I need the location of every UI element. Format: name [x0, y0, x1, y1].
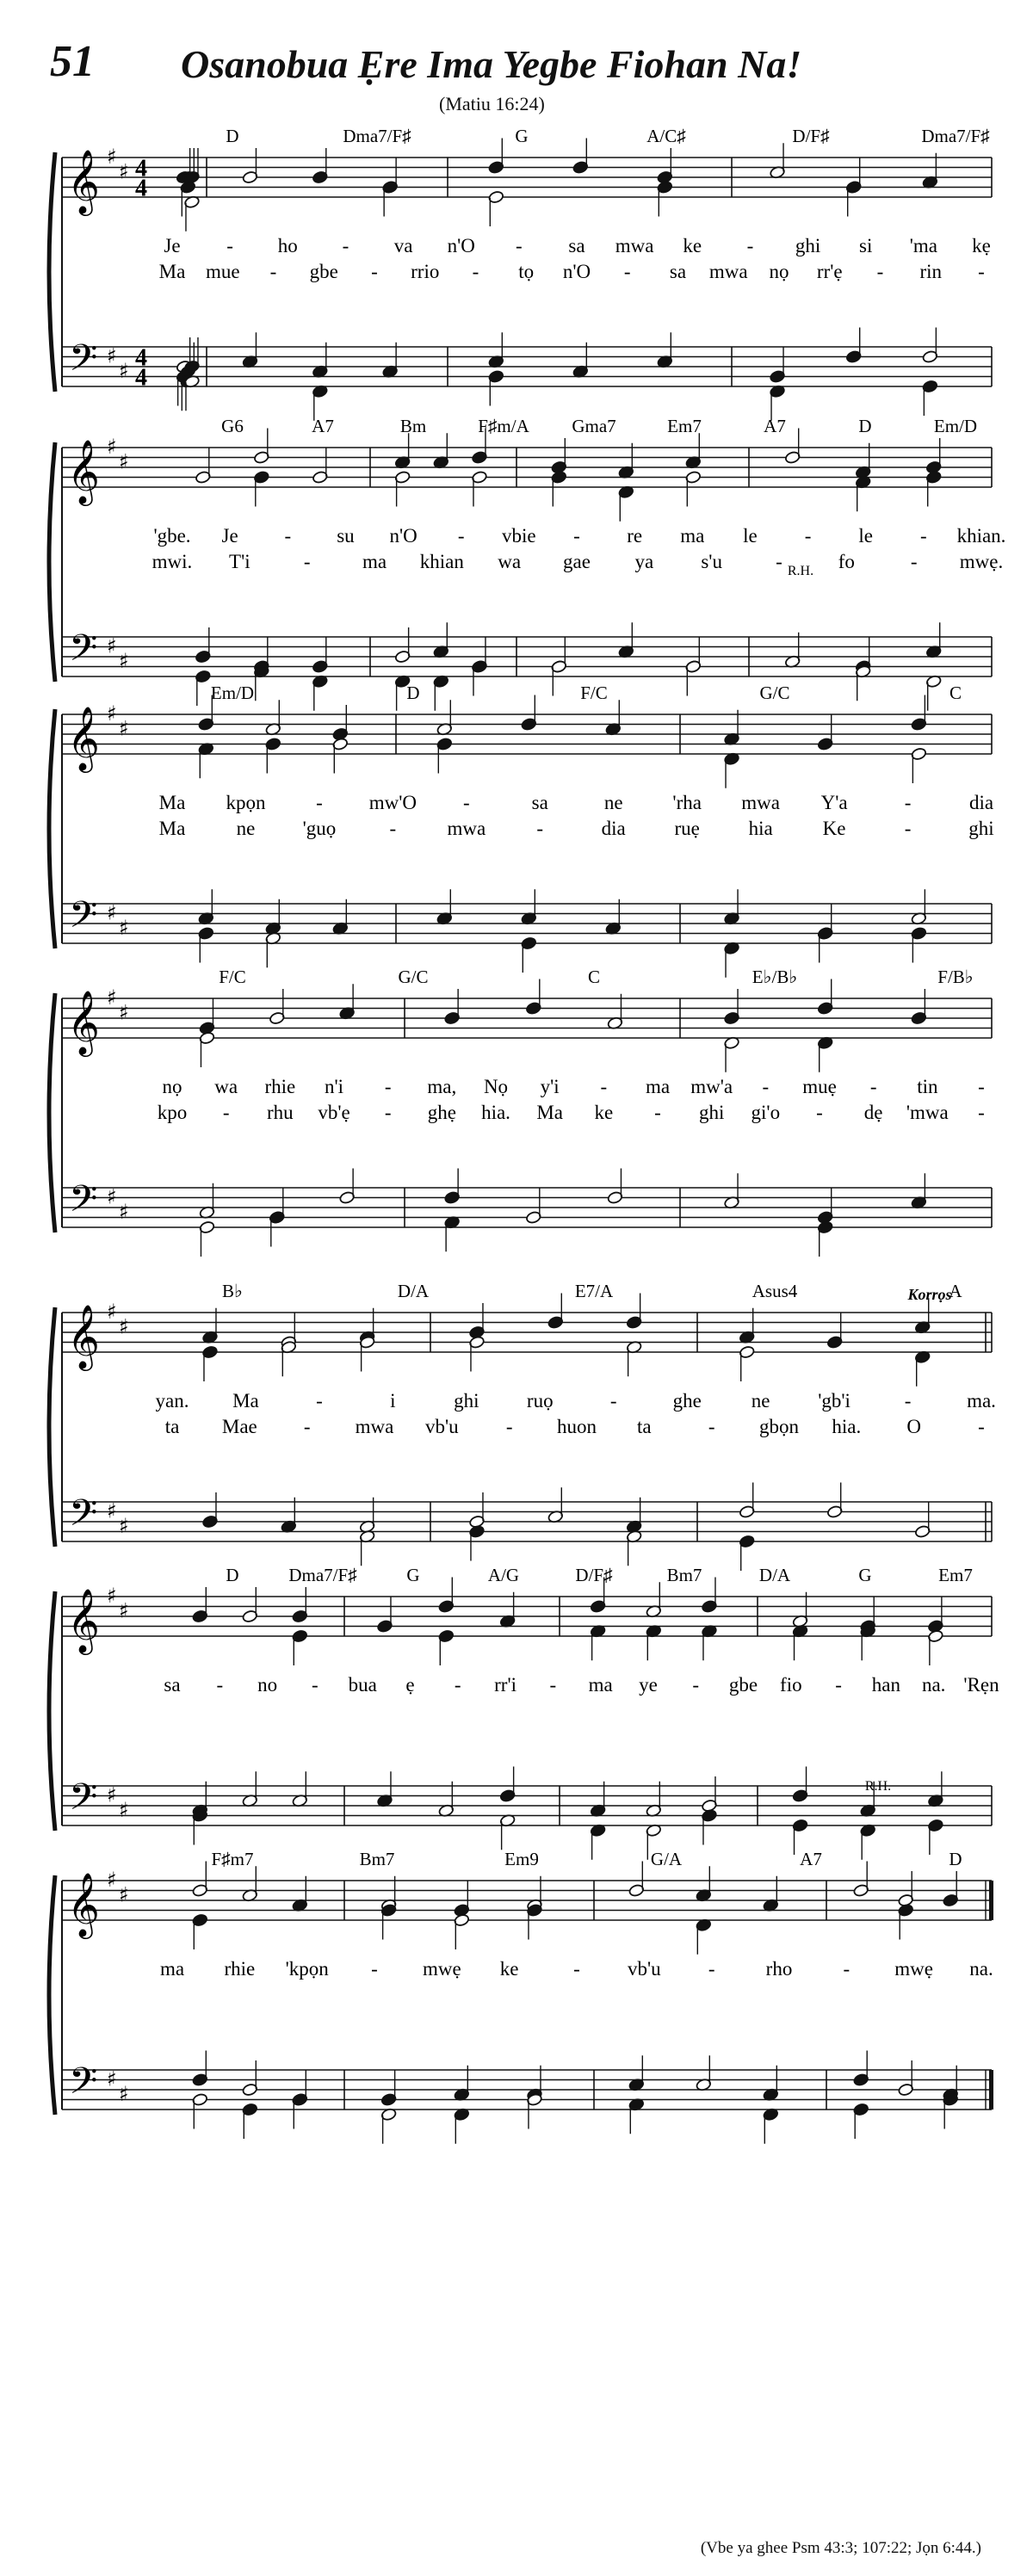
- lyric-syllable: mwa: [708, 261, 748, 282]
- chord-symbol: C: [587, 967, 601, 987]
- lyric-syllable: vb'u: [425, 1416, 459, 1437]
- lyric-syllable: ma: [645, 1076, 671, 1097]
- lyric-syllable: 'gb'i: [818, 1390, 851, 1412]
- lyric-syllable: 'gbe.: [153, 525, 191, 547]
- chord-symbol: F/B♭: [937, 967, 974, 987]
- lyric-syllable: ke: [683, 235, 702, 256]
- svg-text:♯: ♯: [119, 1199, 129, 1224]
- lyric-syllable: Ma: [158, 261, 186, 282]
- lyric-syllable: si: [859, 235, 873, 256]
- lyric-syllable: y'i: [540, 1076, 560, 1097]
- lyric-syllable: -: [316, 1390, 323, 1412]
- svg-text:♯: ♯: [119, 2081, 129, 2106]
- svg-text:♯: ♯: [107, 145, 117, 169]
- lyric-syllable: Ma: [232, 1390, 259, 1412]
- svg-text:♯: ♯: [107, 1184, 117, 1209]
- lyric-syllable: Je: [221, 525, 238, 547]
- lyric-syllable: -: [708, 1416, 715, 1437]
- lyric-syllable: gi'o: [751, 1102, 781, 1123]
- lyric-syllable: vb'ẹ: [318, 1102, 350, 1123]
- lyric-syllable: ne: [603, 792, 623, 813]
- lyric-syllable: -: [904, 818, 912, 839]
- lyric-syllable: ma.: [967, 1390, 996, 1412]
- chord-symbol: G: [515, 126, 529, 146]
- lyric-syllable: -: [284, 525, 292, 547]
- lyric-syllable: vbie: [502, 525, 536, 547]
- lyric-syllable: bua: [348, 1674, 377, 1696]
- brace-icon: [49, 1307, 55, 1547]
- lyric-syllable: -: [384, 1102, 392, 1123]
- lyric-syllable: -: [904, 1390, 912, 1412]
- lyric-syllable: no: [257, 1674, 278, 1696]
- lyric-syllable: mwa: [447, 818, 486, 839]
- lyric-syllable: ghi: [968, 818, 994, 839]
- chord-symbol: A7: [764, 416, 786, 436]
- lyric-syllable: mwẹ.: [959, 551, 1004, 572]
- lyric-syllable: sa: [531, 792, 548, 813]
- lyric-syllable: gae: [563, 551, 591, 572]
- lyric-syllable: ya: [634, 551, 654, 572]
- lyric-syllable: -: [312, 1674, 319, 1696]
- svg-text:♯: ♯: [119, 1797, 129, 1822]
- lyric-syllable: khian: [419, 551, 464, 572]
- chord-symbol: D: [226, 126, 239, 146]
- lyric-syllable: ghi: [454, 1390, 479, 1412]
- lyric-syllable: kpo: [157, 1102, 188, 1123]
- chord-symbol: D: [226, 1565, 239, 1585]
- lyric-syllable: i: [390, 1390, 396, 1412]
- lyric-syllable: 'ma: [909, 235, 937, 256]
- lyric-syllable: mwa: [615, 235, 654, 256]
- lyric-syllable: ruọ: [526, 1390, 554, 1412]
- lyric-syllable: -: [843, 1958, 851, 1980]
- treble-clef-icon: 𝄞: [67, 1873, 100, 1937]
- lyric-syllable: ho: [277, 235, 298, 256]
- lyric-syllable: -: [609, 1390, 617, 1412]
- lyric-syllable: 'kpọn: [285, 1958, 329, 1980]
- chord-symbol: Dma7/F♯: [288, 1565, 357, 1585]
- treble-staff: [62, 1313, 992, 1352]
- lyric-syllable: tin: [917, 1076, 938, 1097]
- lyric-syllable: n'O: [562, 261, 591, 282]
- lyric-syllable: ghẹ: [427, 1102, 456, 1123]
- bass-clef-icon: 𝄢: [69, 1177, 98, 1230]
- lyric-syllable: ne: [751, 1390, 770, 1412]
- lyric-syllable: dia: [968, 792, 994, 813]
- lyric-syllable: rho: [765, 1958, 793, 1980]
- lyric-syllable: yan.: [155, 1390, 189, 1412]
- lyric-syllable: mw'a: [690, 1076, 733, 1097]
- score-system: [49, 1281, 996, 1571]
- lyric-syllable: -: [303, 551, 311, 572]
- lyric-syllable: -: [222, 1102, 230, 1123]
- chord-symbol: D/F♯: [792, 126, 830, 146]
- lyric-syllable: -: [904, 792, 912, 813]
- lyric-syllable: hia.: [481, 1102, 510, 1123]
- lyric-syllable: ta: [164, 1416, 180, 1437]
- lyric-syllable: -: [342, 235, 349, 256]
- chord-symbol: B♭: [222, 1281, 243, 1301]
- lyric-syllable: rhie: [264, 1076, 296, 1097]
- lyric-syllable: Ke: [822, 818, 846, 839]
- lyric-syllable: mw'O: [368, 792, 417, 813]
- lyric-syllable: va: [393, 235, 413, 256]
- lyric-syllable: n'O: [389, 525, 418, 547]
- chord-symbol: F♯m7: [211, 1849, 254, 1869]
- chord-symbol: Bm7: [666, 1565, 702, 1585]
- lyric-syllable: gbọn: [759, 1416, 799, 1437]
- lyric-syllable: -: [384, 1076, 392, 1097]
- lyric-syllable: -: [920, 525, 927, 547]
- time-signature: [135, 344, 147, 391]
- svg-text:♯: ♯: [107, 1498, 117, 1523]
- lyric-syllable: na.: [921, 1674, 946, 1696]
- lyric-syllable: ẹ: [405, 1674, 415, 1696]
- lyric-syllable: Ma: [536, 1102, 564, 1123]
- lyric-syllable: ghi: [698, 1102, 725, 1123]
- lyric-syllable: nọ: [162, 1076, 182, 1097]
- lyric-syllable: ke: [594, 1102, 614, 1123]
- chord-symbol: G/C: [398, 967, 429, 987]
- lyric-syllable: -: [978, 1416, 985, 1437]
- score-system: [49, 1565, 999, 1860]
- treble-clef-icon: 𝄞: [67, 707, 100, 771]
- chord-symbol: A7: [800, 1849, 822, 1869]
- lyric-syllable: rr'i: [494, 1674, 516, 1696]
- rh-marking: R.H.: [864, 1779, 892, 1794]
- chord-symbol: A/C♯: [646, 126, 686, 146]
- lyric-syllable: n'i: [324, 1076, 344, 1097]
- lyric-syllable: dia: [601, 818, 626, 839]
- lyric-syllable: huon: [557, 1416, 597, 1437]
- treble-clef-icon: 𝄞: [67, 150, 100, 214]
- lyric-syllable: ghe: [672, 1390, 702, 1412]
- treble-clef-icon: 𝄞: [67, 1589, 100, 1653]
- svg-text:♯: ♯: [119, 358, 129, 383]
- svg-text:♯: ♯: [107, 343, 117, 368]
- brace-icon: [49, 152, 55, 392]
- lyric-syllable: ma: [159, 1958, 185, 1980]
- lyric-syllable: ruẹ: [674, 818, 700, 839]
- svg-text:♯: ♯: [107, 1300, 117, 1324]
- chord-symbol: Bm7: [359, 1849, 395, 1869]
- treble-clef-icon: 𝄞: [67, 1305, 100, 1369]
- score-system: [49, 416, 1005, 711]
- lyric-syllable: na.: [969, 1958, 993, 1980]
- svg-text:♯: ♯: [107, 633, 117, 658]
- lyric-syllable: -: [816, 1102, 823, 1123]
- lyric-syllable: -: [910, 551, 918, 572]
- lyric-syllable: le: [858, 525, 874, 547]
- treble-clef-icon: 𝄞: [67, 440, 100, 504]
- lyric-syllable: le: [743, 525, 758, 547]
- lyric-syllable: gbe: [309, 261, 338, 282]
- lyric-syllable: mwi.: [152, 551, 193, 572]
- lyric-syllable: ne: [236, 818, 256, 839]
- chord-symbol: A: [949, 1281, 962, 1301]
- lyric-syllable: Y'a: [820, 792, 848, 813]
- svg-text:♯: ♯: [119, 648, 129, 673]
- time-signature: [135, 155, 147, 201]
- lyric-syllable: 'guọ: [302, 818, 337, 839]
- svg-text:4: 4: [135, 155, 147, 182]
- lyric-syllable: -: [623, 261, 631, 282]
- lyric-syllable: sa: [164, 1674, 181, 1696]
- lyric-syllable: Ma: [158, 792, 186, 813]
- score-system: [49, 683, 994, 978]
- chord-symbol: D: [949, 1849, 962, 1869]
- svg-text:♯: ♯: [119, 915, 129, 940]
- lyric-syllable: -: [216, 1674, 224, 1696]
- lyric-syllable: mue: [205, 261, 240, 282]
- korros-marking: Korrọs: [907, 1286, 952, 1303]
- svg-text:4: 4: [135, 344, 147, 372]
- lyric-syllable: rr'ẹ: [816, 261, 843, 282]
- chord-symbol: Dma7/F♯: [343, 126, 411, 146]
- brace-icon: [49, 1875, 55, 2115]
- brace-icon: [49, 442, 55, 682]
- lyric-syllable: 'Rẹn: [963, 1674, 999, 1696]
- svg-text:♯: ♯: [119, 449, 129, 474]
- lyric-syllable: -: [762, 1076, 770, 1097]
- chord-symbol: Asus4: [752, 1281, 798, 1301]
- lyric-syllable: mwa: [355, 1416, 394, 1437]
- lyric-syllable: -: [978, 261, 985, 282]
- lyric-syllable: su: [337, 525, 355, 547]
- chord-symbol: F/C: [219, 967, 246, 987]
- chord-symbol: Em7: [667, 416, 702, 436]
- lyric-syllable: -: [869, 1076, 877, 1097]
- chord-symbol: A7: [312, 416, 334, 436]
- lyric-syllable: ghi: [795, 235, 821, 256]
- lyric-syllable: -: [776, 551, 782, 572]
- lyric-syllable: 'rha: [672, 792, 702, 813]
- lyric-syllable: rrio: [411, 261, 440, 282]
- svg-text:4: 4: [135, 175, 147, 202]
- lyric-syllable: hia.: [832, 1416, 862, 1437]
- lyric-syllable: -: [454, 1674, 461, 1696]
- lyric-syllable: -: [804, 525, 812, 547]
- lyric-syllable: -: [226, 235, 233, 256]
- lyric-syllable: ma: [362, 551, 387, 572]
- lyric-syllable: ma: [680, 525, 705, 547]
- lyric-syllable: muẹ: [802, 1076, 837, 1097]
- lyric-syllable: ke: [499, 1958, 519, 1980]
- svg-text:♯: ♯: [119, 1882, 129, 1907]
- chord-symbol: D/A: [397, 1281, 430, 1301]
- svg-text:♯: ♯: [119, 1598, 129, 1623]
- chord-symbol: G: [406, 1565, 420, 1585]
- bass-clef-icon: 𝄢: [69, 2060, 98, 2112]
- svg-text:♯: ♯: [107, 1868, 117, 1892]
- chord-symbol: G: [858, 1565, 872, 1585]
- lyric-syllable: -: [978, 1076, 985, 1097]
- lyric-syllable: -: [536, 818, 544, 839]
- bass-clef-icon: 𝄢: [69, 337, 98, 389]
- lyric-syllable: vb'u: [628, 1958, 661, 1980]
- lyric-syllable: ma: [588, 1674, 613, 1696]
- brace-icon: [49, 993, 55, 1232]
- lyric-syllable: fio: [780, 1674, 802, 1696]
- chord-symbol: A/G: [487, 1565, 520, 1585]
- lyric-syllable: -: [269, 261, 277, 282]
- lyric-syllable: rin: [919, 261, 943, 282]
- chord-symbol: D/A: [758, 1565, 791, 1585]
- svg-text:♯: ♯: [107, 435, 117, 459]
- lyric-syllable: -: [573, 1958, 580, 1980]
- lyric-syllable: sa: [568, 235, 585, 256]
- lyric-syllable: -: [708, 1958, 715, 1980]
- lyric-syllable: mwẹ: [422, 1958, 461, 1980]
- svg-text:♯: ♯: [119, 159, 129, 184]
- lyric-syllable: -: [600, 1076, 608, 1097]
- lyric-syllable: -: [746, 235, 754, 256]
- hymn-number: 51: [50, 37, 95, 86]
- chord-symbol: G/C: [759, 683, 790, 703]
- lyric-syllable: gbe: [728, 1674, 758, 1696]
- lyric-syllable: -: [371, 1958, 378, 1980]
- lyric-syllable: -: [389, 818, 397, 839]
- brace-icon: [49, 709, 55, 948]
- lyric-syllable: n'O: [447, 235, 475, 256]
- lyric-syllable: -: [978, 1102, 985, 1123]
- svg-text:♯: ♯: [107, 1782, 117, 1807]
- lyric-syllable: Je: [164, 235, 181, 256]
- bass-clef-icon: 𝄢: [69, 627, 98, 679]
- lyric-syllable: s'u: [701, 551, 722, 572]
- lyric-syllable: -: [472, 261, 479, 282]
- lyric-syllable: Mae: [221, 1416, 257, 1437]
- lyric-syllable: ma,: [427, 1076, 457, 1097]
- lyric-syllable: -: [549, 1674, 557, 1696]
- lyric-syllable: -: [505, 1416, 513, 1437]
- lyric-syllable: T'i: [229, 551, 251, 572]
- lyric-syllable: -: [371, 261, 378, 282]
- lyric-syllable: mwa: [741, 792, 780, 813]
- brace-icon: [49, 1591, 55, 1831]
- bass-staff: [62, 1188, 992, 1227]
- lyric-syllable: -: [654, 1102, 661, 1123]
- bass-clef-icon: 𝄢: [69, 1776, 98, 1828]
- chord-symbol: Em9: [504, 1849, 539, 1869]
- bass-clef-icon: 𝄢: [69, 893, 98, 946]
- lyric-syllable: -: [303, 1416, 311, 1437]
- score-system: [49, 967, 992, 1257]
- lyric-syllable: wa: [214, 1076, 238, 1097]
- chord-symbol: D/F♯: [575, 1565, 613, 1585]
- bass-clef-icon: 𝄢: [69, 1492, 98, 1544]
- svg-text:♯: ♯: [119, 716, 129, 741]
- chord-symbol: G6: [221, 416, 244, 436]
- hymn-title: Osanobua Ẹre Ima Yegbe Fiohan Na!: [181, 42, 802, 86]
- svg-text:♯: ♯: [107, 1584, 117, 1608]
- chord-symbol: E♭/B♭: [752, 967, 798, 987]
- chord-symbol: E7/A: [574, 1281, 614, 1301]
- chord-symbol: Gma7: [572, 416, 616, 436]
- lyric-syllable: -: [457, 525, 465, 547]
- chord-symbol: D: [858, 416, 872, 436]
- lyric-syllable: -: [316, 792, 323, 813]
- bass-staff: [62, 1502, 992, 1541]
- lyric-syllable: kpọn: [226, 792, 266, 813]
- lyric-syllable: -: [835, 1674, 842, 1696]
- rh-marking: R.H.: [787, 564, 814, 578]
- chord-symbol: C: [949, 683, 962, 703]
- lyric-syllable: kẹ: [972, 235, 991, 256]
- chord-symbol: Bm: [399, 416, 427, 436]
- svg-text:♯: ♯: [107, 900, 117, 925]
- lyric-syllable: -: [692, 1674, 700, 1696]
- chord-symbol: G/A: [650, 1849, 683, 1869]
- svg-text:♯: ♯: [107, 2066, 117, 2091]
- chord-symbol: D: [406, 683, 420, 703]
- svg-text:♯: ♯: [119, 1513, 129, 1538]
- lyric-syllable: khian.: [956, 525, 1006, 547]
- treble-clef-icon: 𝄞: [67, 991, 100, 1055]
- lyric-syllable: tọ: [518, 261, 535, 282]
- scripture-reference: (Matiu 16:24): [439, 93, 545, 114]
- lyric-syllable: mwẹ: [894, 1958, 934, 1980]
- lyric-syllable: han: [871, 1674, 901, 1696]
- lyric-syllable: -: [573, 525, 580, 547]
- lyric-syllable: ta: [637, 1416, 652, 1437]
- footer-references: (Vbe ya ghee Psm 43:3; 107:22; Jọn 6:44.): [700, 2539, 981, 2557]
- lyric-syllable: Nọ: [483, 1076, 509, 1097]
- lyric-syllable: Ma: [158, 818, 186, 839]
- chord-symbol: Dma7/F♯: [921, 126, 990, 146]
- performance-markings: [788, 564, 952, 1794]
- lyric-syllable: O: [906, 1416, 921, 1437]
- lyric-syllable: -: [462, 792, 470, 813]
- lyric-syllable: sa: [669, 261, 687, 282]
- lyric-syllable: rhu: [266, 1102, 294, 1123]
- lyric-syllable: rhie: [224, 1958, 256, 1980]
- lyric-syllable: dẹ: [863, 1102, 883, 1123]
- lyric-syllable: re: [627, 525, 643, 547]
- lyric-syllable: 'mwa: [906, 1102, 949, 1123]
- lyric-syllable: fo: [838, 551, 855, 572]
- chord-symbol: Em7: [938, 1565, 973, 1585]
- svg-text:♯: ♯: [107, 985, 117, 1010]
- svg-text:4: 4: [135, 364, 147, 392]
- score-system: [49, 126, 992, 421]
- score-system: [49, 1849, 993, 2144]
- svg-text:♯: ♯: [107, 701, 117, 726]
- chord-symbol: F/C: [580, 683, 608, 703]
- lyric-syllable: -: [516, 235, 523, 256]
- lyric-syllable: hia: [748, 818, 773, 839]
- lyric-syllable: wa: [498, 551, 522, 572]
- lyric-syllable: nọ: [769, 261, 789, 282]
- lyric-syllable: ye: [639, 1674, 658, 1696]
- lyric-syllable: -: [876, 261, 884, 282]
- chord-symbol: Em/D: [210, 683, 255, 703]
- svg-text:♯: ♯: [119, 1000, 129, 1025]
- chord-symbol: Em/D: [933, 416, 978, 436]
- chord-symbol: F♯m/A: [478, 416, 529, 436]
- svg-text:♯: ♯: [119, 1314, 129, 1339]
